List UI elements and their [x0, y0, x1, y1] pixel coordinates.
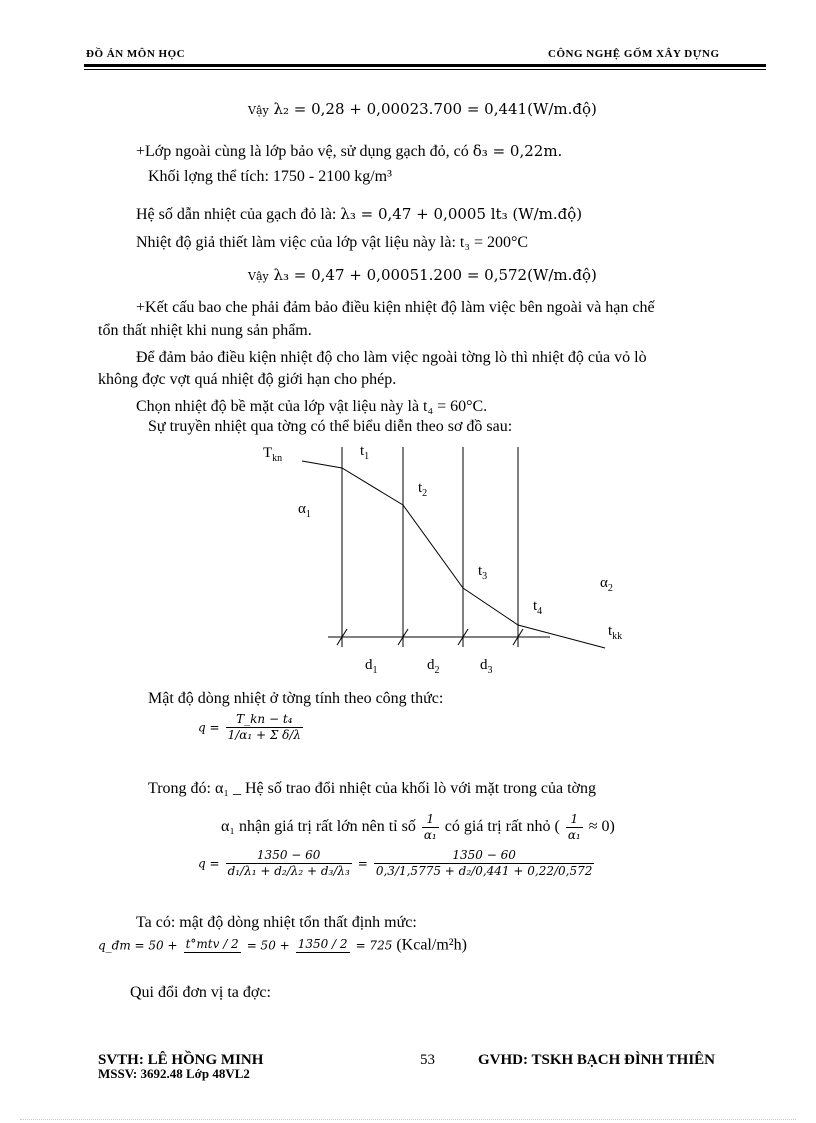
conductivity-line: Hệ số dẫn nhiệt của gạch đỏ là: λ₃ = 0,47 + 0,0005 lt₃ (W/m.độ)	[136, 205, 583, 223]
structure-line-2: tổn thất nhiệt khi nung sản phẩm.	[98, 322, 312, 339]
assumed-temp-line: Nhiệt độ giả thiết làm việc của lớp vật liệu này là: t₃ = 200°C	[136, 234, 529, 251]
ensure-line-2: không đợc vợt quá nhiệt độ giới hạn cho phép.	[98, 371, 397, 388]
eq-lambda2: Vậy λ₂ = 0,28 + 0,00023.700 = 0,441(W/m.độ)	[248, 100, 597, 118]
surface-temp-line: Chọn nhiệt độ bề mặt của lớp vật liệu này là t₄ = 60°C.	[136, 398, 488, 415]
label-t4: $t_4$	[533, 598, 543, 617]
formula-qdm: q_đm = 50 + t°mtv / 2 = 50 + 1350 / 2 = 725 (Kcal/m²h)	[98, 936, 467, 954]
footer-student: SVTH: LÊ HỒNG MINH	[98, 1052, 264, 1068]
formula-q-numeric: q = $\frac{1350 - 60}{\text{d₁/λ₁ + d₂/λ₂ + d₃/λ₃}}$ = $\frac{1350 - 60}{\text{0,3/1,5775 + d₂/0,441 + 0,22/0,572}}$	[198, 848, 593, 878]
label-alpha2: $\alpha_2$	[600, 575, 613, 594]
ensure-line-1: Để đảm bảo điều kiện nhiệt độ cho làm việc ngoài tờng lò thì nhiệt độ của vỏ lò	[136, 349, 647, 366]
we-have-line: Ta có: mật độ dòng nhiệt tổn thất định mức:	[136, 914, 417, 931]
density-line: Khối lợng thể tích: 1750 - 2100 kg/m³	[148, 168, 392, 185]
formula-q: q = $\frac{\text{T\_kn − t₄}}{\text{1/α₁ + Σ δ/λ}}$	[198, 712, 302, 742]
eq-lambda3: Vậy λ₃ = 0,47 + 0,00051.200 = 0,572(W/m.độ)	[248, 266, 597, 284]
header-right: CÔNG NGHỆ GỐM XÂY DỰNG	[548, 48, 720, 60]
heat-density-line: Mật độ dòng nhiệt ở tờng tính theo công thức:	[148, 690, 444, 707]
bottom-dotted-rule	[20, 1118, 796, 1120]
footer-teacher: GVHD: TSKH BẠCH ĐÌNH THIÊN	[478, 1052, 715, 1068]
heat-transfer-diagram	[250, 435, 640, 685]
temperature-curve	[302, 461, 605, 648]
structure-line-1: +Kết cấu bao che phải đảm bảo điều kiện nhiệt độ làm việc bên ngoài và hạn chế	[136, 299, 655, 316]
label-tkk: $t_{kk}$	[608, 623, 623, 642]
label-t3: $t_3$	[478, 563, 488, 582]
label-t2: $t_2$	[418, 480, 428, 499]
header-rule-thick	[84, 64, 766, 67]
label-alpha1: $\alpha_1$	[298, 501, 311, 520]
label-d2: $d_2$	[427, 657, 440, 676]
alpha1-value-line: α₁ nhận giá trị rất lớn nên tỉ số $\frac{1}{\text{α₁}}$ có giá trị rất nhỏ ( $\frac{1}{\text{α₁}}$ ≈ 0)	[221, 812, 615, 842]
where-line: Trong đó: α₁ _ Hệ số trao đổi nhiệt của khối lò với mặt trong của tờng	[148, 780, 597, 797]
transfer-line: Sự truyền nhiệt qua tờng có thể biểu diễn theo sơ đồ sau:	[148, 418, 513, 435]
label-tkn: $T_{kn}$	[263, 445, 283, 464]
label-d3: $d_3$	[480, 657, 493, 676]
label-d1: $d_1$	[365, 657, 378, 676]
footer-page-number: 53	[420, 1052, 435, 1068]
label-t1: $t_1$	[360, 443, 370, 462]
header-left: ĐỒ ÁN MÔN HỌC	[86, 48, 186, 60]
convert-line: Qui đổi đơn vị ta đợc:	[130, 984, 271, 1001]
outer-layer-line: +Lớp ngoài cùng là lớp bảo vệ, sử dụng gạch đỏ, có δ₃ = 0,22m.	[136, 142, 563, 160]
header-rule-thin	[84, 69, 766, 70]
footer-msv: MSSV: 3692.48 Lớp 48VL2	[98, 1066, 250, 1081]
